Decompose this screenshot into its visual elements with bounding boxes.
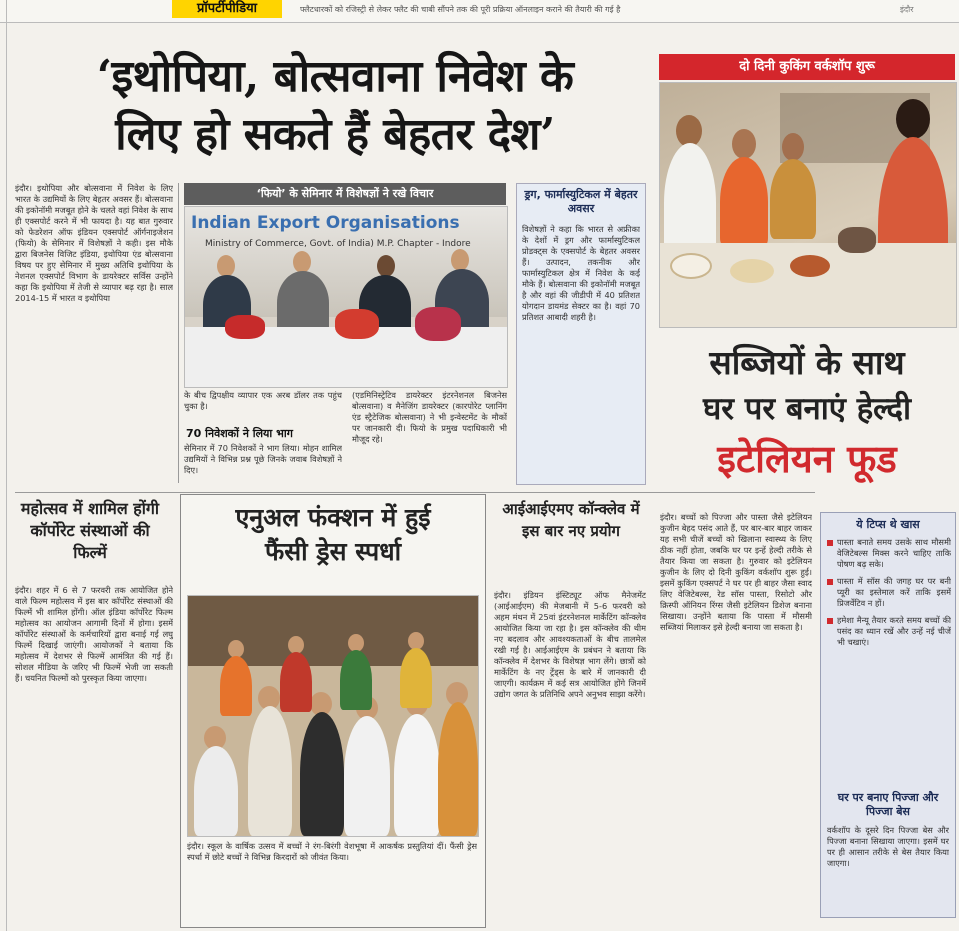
tip-text: हमेशा मैन्यू तैयार करते समय बच्चों की पसंद का ध्यान रखें और उन्हें नई चीजें भी चखाएं। <box>837 615 951 647</box>
seminar-photo-caption-left: के बीच द्विपक्षीय व्यापार एक अरब डॉलर तक पहुंच चुका है। <box>184 390 342 411</box>
main-story-column1: इंदौर। इथोपिया और बोत्सवाना में निवेश के लिए भारत के उद्यमियों के लिए बेहतर अवसर हैं। बोत्सवाना की इकोनॉमी मजबूत होने के चलते वहां निवेश के साथ ही एक्सपोर्ट करने में भी फायदा है। यह बात गुरुवार को फेडरेशन ऑफ इंडियन एक्सपोर्ट ऑर्गनाइजेशन (फियो) के सेमिनार में विशेषज्ञों ने कही। इस मौके द्वारा बिजनेस विजिट इंडिया, इथोपिया एंड बोत्सवाना विषय पर हुए सेमिनार में मुख्य अतिथि इथोपिया के नेशनल एक्सपोर्ट विभाग के डायरेक्टर सर्विस उन्होंने कहा कि इथोपिया में तेजी से व्यापार बढ़ रहा है। साल 2014-15 में भारत व इथोपिया <box>15 183 173 303</box>
top-date-hint: इंदौर <box>900 5 914 14</box>
tips-subtitle: घर पर बनाए पिज्जा और पिज्जा बेस <box>837 791 939 818</box>
cooking-headline-line2: घर पर बनाएं हेल्दी <box>702 391 912 427</box>
tip-text: पास्ता में सॉस की जगह घर पर बनी प्यूरी का इस्तेमाल करें ताकि इसमें प्रिजर्वेटिव न हों। <box>837 576 951 608</box>
cooking-red-label: दो दिनी कुकिंग वर्कशॉप शुरू <box>659 54 955 80</box>
main-headline <box>20 48 650 164</box>
annual-headline <box>181 501 485 569</box>
seminar-caption-bar: ‘फियो’ के सेमिनार में विशेषज्ञों ने रखे विचार <box>184 183 506 205</box>
tip-item <box>827 576 951 609</box>
cooking-photo <box>659 82 957 328</box>
pharma-sidebar <box>516 183 646 485</box>
bullet-icon <box>827 579 833 585</box>
banner-subtext: Ministry of Commerce, Govt. of India) M.P. Chapter - Indore <box>205 239 471 249</box>
bullet-icon <box>827 618 833 624</box>
main-headline-line1: ‘इथोपिया, बोत्सवाना निवेश के <box>96 51 574 102</box>
films-body: इंदौर। शहर में 6 से 7 फरवरी तक आयोजित होने वाले फिल्म महोत्सव में इस बार कॉर्पोरेट संस्थाओं की फिल्में भी शामिल होंगी। ऑल इंडिया कॉर्पोरेट फिल्म महोत्सव का आयोजन आगामी दिनों में होगा। इसमें कॉर्पोरेट संस्थाओं के कर्मचारियों द्वारा बनाई गई लघु फिल्में दिखाई जाएंगी। आयोजकों ने बताया कि महोत्सव में देशभर से फिल्में आमंत्रित की गई हैं। सोशल मीडिया के जरिए भी फिल्में भेजी जा सकती हैं। चयनित फिल्मों को पुरस्कृत किया जाएगा। <box>15 585 173 683</box>
annual-headline-line1: एनुअल फंक्शन में हुई <box>235 503 431 532</box>
bullet-icon <box>827 540 833 546</box>
cooking-headline-red: इटेलियन फूड <box>717 436 897 481</box>
ima-body: इंदौर। इंडियन इंस्टिट्यूट ऑफ मैनेजमेंट (आईआईएम) की मेजबानी में 5-6 फरवरी को अहम मंथन में 25वां इंटरनेशनल मार्केटिंग कॉन्क्लेव आयोजित किया जा रहा है। इस कॉन्क्लेव की थीम नए बदलाव और आवश्यकताओं के बीच तालमेल रखी गई है। आईआईएम के प्रबंधन ने बताया कि कॉन्क्लेव में देशभर के विशेषज्ञ भाग लेंगे। छात्रों को मार्केटिंग के नए ट्रेंड्स के बारे में जानकारी दी जाएगी। कार्यक्रम में कई सत्र आयोजित होंगे जिनमें उद्योग जगत के प्रतिनिधि अपने अनुभव साझा करेंगे। <box>494 590 646 699</box>
fancy-dress-photo <box>187 595 479 837</box>
tip-item <box>827 537 951 570</box>
tips-list <box>827 537 951 654</box>
cooking-body: इंदौर। बच्चों को पिज्जा और पास्ता जैसे इटेलियन कुजीन बेहद पसंद आते हैं, पर बार-बार बाहर जाकर यह सभी चीजें बच्चों को खिलाना स्वास्थ्य के लिए ठीक नहीं होता, जबकि घर पर इन्हें हेल्दी तरीके से तैयार किया जा सकता है। गुरुवार को इटेलियन कुजीन के लिए दो दिनी कुकिंग वर्कशॉप शुरू हुई। इसमें कुकिंग एक्सपर्ट ने घर पर ही बाहर जैसा स्वाद लिए वेजिटेबल्स, रेड सॉस पास्ता, रिसोटो और क्रिस्पी ऑनियन रिंग्स जैसी इटेलियन डिशेज बनाना सिखाया। उन्होंने बताया कि पास्ता में मौसमी सब्जियां मिलाकर इसे हेल्दी बनाया जा सकता है। <box>660 512 812 632</box>
films-headline: महोत्सव में शामिल होंगी कॉर्पोरेट संस्थाओं की फिल्में <box>20 499 160 562</box>
seminar-photo <box>184 206 508 388</box>
investors-subhead: 70 निवेशकों ने लिया भाग <box>186 427 293 440</box>
cooking-headline <box>659 340 955 486</box>
annual-function-box <box>180 494 486 928</box>
top-tag-label: प्रॉपर्टीपीडिया <box>172 0 282 18</box>
tip-item <box>827 615 951 648</box>
top-strip-text: फ्लैटधारकों को रजिस्ट्री से लेकर फ्लैट की चाबी सौंपने तक की पूरी प्रक्रिया ऑनलाइन कराने की तैयारी की गई है <box>300 5 621 14</box>
tips-subtitle-text: वर्कशॉप के दूसरे दिन पिज्जा बेस और पिज्जा बनाना सिखाया जाएगा। इसमें घर पर ही आसान तरीके से बेस तैयार किया जाएगा। <box>827 825 949 868</box>
tips-box <box>820 512 956 918</box>
ima-headline: आईआईएमए कॉन्क्लेव में इस बार नए प्रयोग <box>502 500 640 540</box>
investors-text: सेमिनार में 70 निवेशकों ने भाग लिया। मोहन शामिल उद्यमियों ने विभिन्न प्रश्न पूछे जिनके जवाब विशेषज्ञों ने दिए। <box>184 443 342 475</box>
pharma-text: विशेषज्ञों ने कहा कि भारत से अफ्रीका के देशों में ड्रग और फार्मास्युटिकल प्रोडक्ट्स के एक्सपोर्ट के बेहतर अवसर हैं। उत्पादन, तकनीक और फार्मास्युटिकल क्षेत्र में निवेश के कई मौके हैं। बोत्सवाना की इकोनॉमी मजबूत है और वहां की जीडीपी में 40 प्रतिशत योगदान डायमंड सेक्टर का है। वहां 70 प्रतिशत आबादी शहरी है। <box>522 224 640 322</box>
top-strip <box>0 0 959 23</box>
annual-headline-line2: फैंसी ड्रेस स्पर्धा <box>264 537 402 566</box>
main-headline-line2: लिए हो सकते हैं बेहतर देश’ <box>115 109 555 160</box>
tip-text: पास्ता बनाते समय उसके साथ मौसमी वेजिटेबल्स मिक्स करने चाहिए ताकि पोषण बढ़ सके। <box>837 537 951 569</box>
tips-title: ये टिप्स थे खास <box>856 518 920 531</box>
pharma-title: ड्रग, फार्मास्युटिकल में बेहतर अवसर <box>524 188 638 215</box>
cooking-headline-line1: सब्जियों के साथ <box>709 343 905 382</box>
annual-caption: इंदौर। स्कूल के वार्षिक उत्सव में बच्चों ने रंग-बिरंगी वेशभूषा में आकर्षक प्रस्तुतियां दीं। फैंसी ड्रेस स्पर्धा में छोटे बच्चों ने विभिन्न किरदारों को जीवंत किया। <box>187 841 477 862</box>
banner-text: Indian Export Organisations <box>191 213 460 233</box>
seminar-photo-caption-right: (एडमिनिस्ट्रेटिव डायरेक्टर इंटरनेशनल बिजनेस बोत्सवाना) व मैनेजिंग डायरेक्टर (कारपोरेट प्लानिंग एंड स्ट्रैटेजिक बोत्सवाना) ने भी इन्वेस्टमेंट के मौकों पर जानकारी दी। फियो के प्रमुख पदाधिकारी भी मौजूद रहे। <box>352 390 507 444</box>
